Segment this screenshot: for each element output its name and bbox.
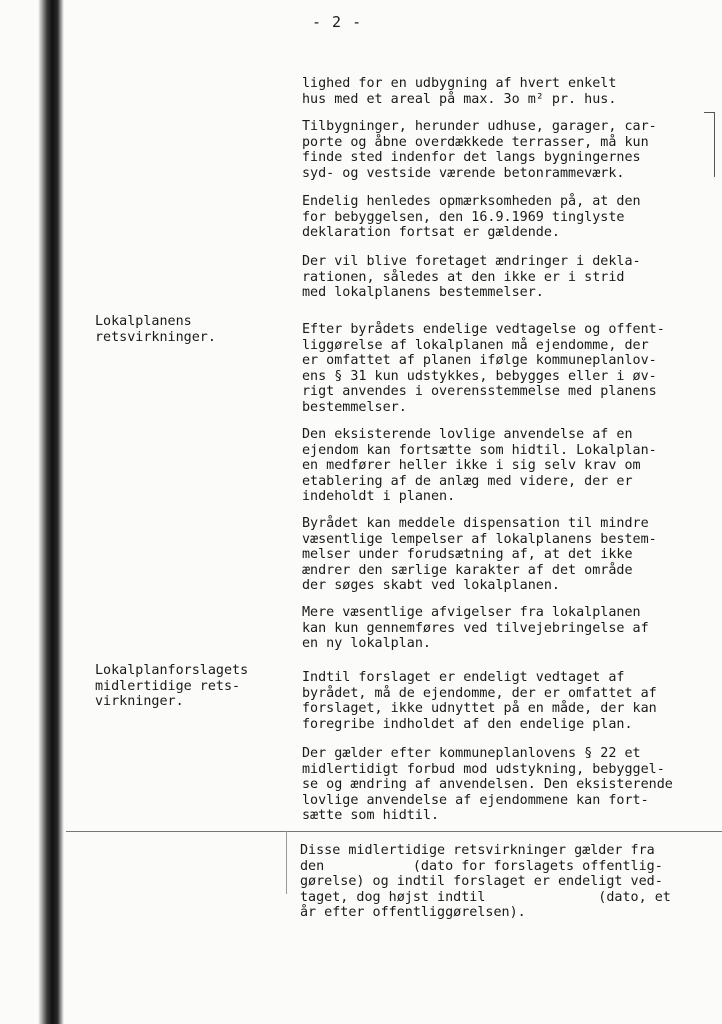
paragraph-declaration-changes: Der vil blive foretaget ændringer i dekla- rationen, således at den ikke er i strid med lokalplanens bestemmelser. <box>302 254 641 300</box>
sidenote-retsvirkninger: Lokalplanens retsvirkninger. <box>95 314 216 345</box>
paragraph-extension: lighed for en udbygning af hvert enkelt hus med et areal på max. 3o m² pr. hus. <box>302 76 617 107</box>
paragraph-dispensation: Byrådet kan meddele dispensation til mindre væsentlige lempelser af lokalplanens bestem- melser under forudsætning af, at det ikke ændrer den særlige karakter af det område der søges skabt ved lokalplanen. <box>302 516 657 593</box>
paragraph-temporary-ban: Der gælder efter kommuneplanlovens § 22 et midlertidigt forbud mod udstykning, bebyggel- se og ændring af anvendelsen. Den eksisterende lovlige anvendelse af ejendommene kan fort- sætte som hidtil. <box>302 746 673 823</box>
paragraph-proposal: Indtil forslaget er endeligt vedtaget af byrådet, må de ejendomme, der er omfattet af forslaget, ikke udnyttet på en måde, der kan foregribe indholdet af den endelige plan. <box>302 670 657 732</box>
sidenote-forslag: Lokalplanforslagets midlertidige rets- virkninger. <box>95 663 249 709</box>
paragraph-legal-effects: Efter byrådets endelige vedtagelse og offent- liggørelse af lokalplanen må ejendomme, der er omfattet af planen ifølge kommuneplanlov- ens § 31 kun udstykkes, bebygges eller i øv- rigt anvendes i overensstemmelse med planens bestemmelser. <box>302 322 665 415</box>
page-number: - 2 - <box>312 13 363 31</box>
paragraph-existing-use: Den eksisterende lovlige anvendelse af en ejendom kan fortsætte som hidtil. Lokalplan- en medfører heller ikke i sig selv krav om etablering af de anlæg med videre, der er indeholdt i planen. <box>302 427 657 504</box>
paragraph-extensions: Tilbygninger, herunder udhuse, garager, car- porte og åbne overdækkede terrasser, må kun finde sted indenfor det langs bygningernes syd- og vestside værende betonrammeværk. <box>302 119 657 181</box>
paragraph-declaration: Endelig henledes opmærksomheden på, at den for bebyggelsen, den 16.9.1969 tinglyste deklaration fortsat er gældende. <box>302 194 641 240</box>
column-divider <box>286 831 287 894</box>
section-divider <box>66 831 722 832</box>
paragraph-deviations: Mere væsentlige afvigelser fra lokalplanen kan kun gennemføres ved tilvejebringelse af en ny lokalplan. <box>302 605 649 651</box>
binding-edge <box>38 0 64 1024</box>
paragraph-validity-period: Disse midlertidige retsvirkninger gælder fra den (dato for forslagets offentlig- gørelse) og indtil forslaget er endeligt ved- taget, dog højst indtil (dato, et år efter offentliggørelsen). <box>300 843 671 920</box>
